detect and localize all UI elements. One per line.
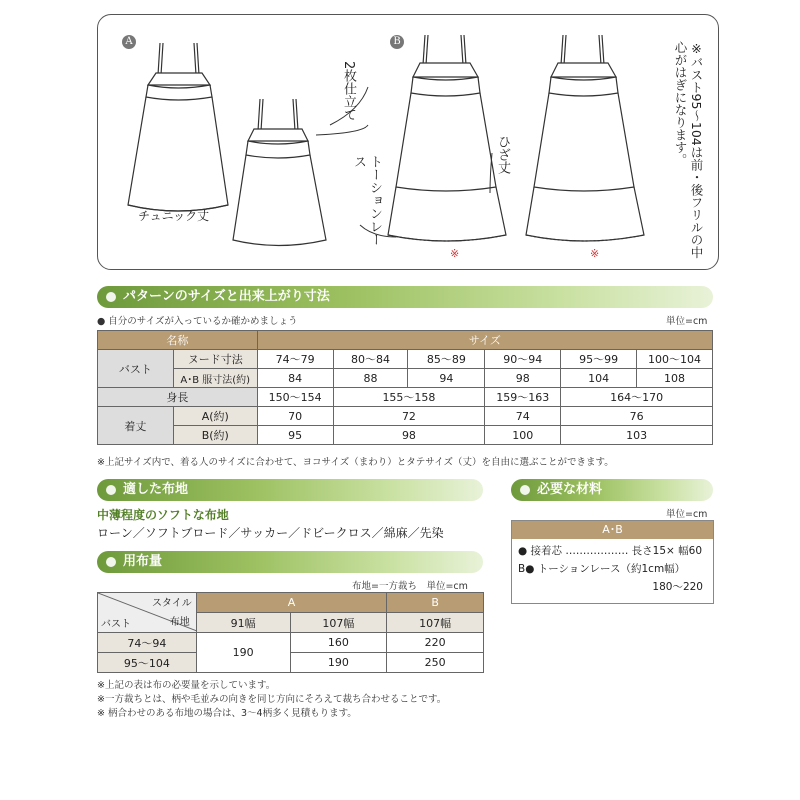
section-fabric-amount-header <box>97 551 483 573</box>
row-length: 着丈 <box>98 407 174 445</box>
bullet-icon <box>106 485 116 495</box>
cell: 155〜158 <box>333 388 485 407</box>
bust-row-2: 95〜104 <box>98 653 197 673</box>
label-fabric: 布地 <box>169 617 190 628</box>
cell: 250 <box>387 653 484 673</box>
two-piece-label: 2枚仕立て <box>341 61 356 122</box>
cell: 100〜104 <box>637 350 713 369</box>
row-bust: バスト <box>98 350 174 388</box>
materials-box <box>511 520 714 604</box>
bust-row-1: 74〜94 <box>98 633 197 653</box>
material-item-interfacing: ● 接着芯 ……………… 長さ15× 幅60 <box>518 545 703 557</box>
cut-note: 布地=一方裁ち 単位=cm <box>352 581 468 592</box>
row-nude: ヌード寸法 <box>173 350 257 369</box>
cell: 90〜94 <box>485 350 561 369</box>
row-len-b: B(約) <box>173 426 257 445</box>
size-footnote: ※上記サイズ内で、着る人のサイズに合わせて、ヨコサイズ（まわり）とタテサイズ（丈）を自由に選ぶことができます。 <box>97 457 614 468</box>
header-name: 名称 <box>98 331 258 350</box>
cell: 70 <box>257 407 333 426</box>
tunic-length-label: チュニック丈 <box>138 209 210 223</box>
section-pattern-size-header <box>97 286 713 308</box>
cell: 74 <box>485 407 561 426</box>
cell: 159〜163 <box>485 388 561 407</box>
width-91: 91幅 <box>196 613 290 633</box>
cell-a-91: 190 <box>196 633 290 673</box>
cell: 80〜84 <box>333 350 408 369</box>
label-style: スタイル <box>151 598 192 609</box>
dress-a-back <box>233 99 326 246</box>
cell: 164〜170 <box>561 388 713 407</box>
section-materials-header <box>511 479 713 501</box>
cell: 98 <box>485 369 561 388</box>
asterisk-mark-2: ※ <box>590 247 600 260</box>
width-107-b: 107幅 <box>387 613 484 633</box>
cell: 88 <box>333 369 408 388</box>
material-lace-length: 180〜220 <box>652 581 703 593</box>
asterisk-mark-1: ※ <box>450 247 460 260</box>
fabric-heading: 中薄程度のソフトな布地 <box>97 508 229 522</box>
width-107-a: 107幅 <box>290 613 387 633</box>
cell: 103 <box>561 426 713 445</box>
material-item-lace: B● トーションレース（約1cm幅） <box>518 563 686 575</box>
fabric-amount-table <box>97 592 484 672</box>
row-len-a: A(約) <box>173 407 257 426</box>
cell: 85〜89 <box>408 350 485 369</box>
section-title: 必要な材料 <box>537 482 603 497</box>
unit-label: 単位=cm <box>666 316 708 327</box>
dress-a-tunic <box>128 43 228 211</box>
cell: 220 <box>387 633 484 653</box>
unit-label: 単位=cm <box>666 509 708 520</box>
cell: 95 <box>257 426 333 445</box>
header-b: B <box>387 593 484 613</box>
cell: 94 <box>408 369 485 388</box>
label-bust: バスト <box>101 619 131 630</box>
cell: 98 <box>333 426 485 445</box>
amount-note-2: ※一方裁ちとは、柄や毛並みの向きを同じ方向にそろえて裁ち合わせることです。 <box>97 694 447 705</box>
cell: 190 <box>290 653 387 673</box>
dress-b-back <box>526 35 644 241</box>
cell: 72 <box>333 407 485 426</box>
section-title: パターンのサイズと出来上がり寸法 <box>123 289 330 304</box>
row-height: 身長 <box>98 388 258 407</box>
bust-frill-note: ※バスト95〜104は前・後フリルの中心がはぎになります。 <box>673 41 704 259</box>
cell: 150〜154 <box>257 388 333 407</box>
header-a: A <box>196 593 386 613</box>
amount-note-1: ※上記の表は布の必要量を示しています。 <box>97 680 276 691</box>
section-title: 用布量 <box>123 554 163 569</box>
illustration-panel <box>97 14 719 270</box>
size-table <box>97 330 713 445</box>
header-diagonal-cell <box>98 593 197 633</box>
label-b-badge: B <box>390 35 404 49</box>
dress-b-front <box>388 35 506 241</box>
header-size: サイズ <box>257 331 712 350</box>
cell: 100 <box>485 426 561 445</box>
bullet-icon <box>106 557 116 567</box>
dress-illustrations <box>98 15 718 269</box>
cell: 160 <box>290 633 387 653</box>
materials-head: A･B <box>512 521 713 539</box>
lace-label: トーションレース <box>351 155 382 246</box>
row-garment: A･B 服寸法(約) <box>173 369 257 388</box>
cell: 95〜99 <box>561 350 637 369</box>
cell: 104 <box>561 369 637 388</box>
section-title: 適した布地 <box>123 482 189 497</box>
cell: 84 <box>257 369 333 388</box>
label-a-badge: A <box>122 35 136 49</box>
cell: 74〜79 <box>257 350 333 369</box>
size-check-note: ● 自分のサイズが入っているか確かめましょう <box>97 316 298 327</box>
section-fabric-header <box>97 479 483 501</box>
cell: 108 <box>637 369 713 388</box>
knee-length-label: ひざ丈 <box>495 135 510 174</box>
bullet-icon <box>520 485 530 495</box>
fabric-list: ローン／ソフトブロード／サッカー／ドビークロス／綿麻／先染 <box>97 526 444 540</box>
cell: 76 <box>561 407 713 426</box>
amount-note-3: ※ 柄合わせのある布地の場合は、3〜4柄多く見積もります。 <box>97 708 357 719</box>
bullet-icon <box>106 292 116 302</box>
